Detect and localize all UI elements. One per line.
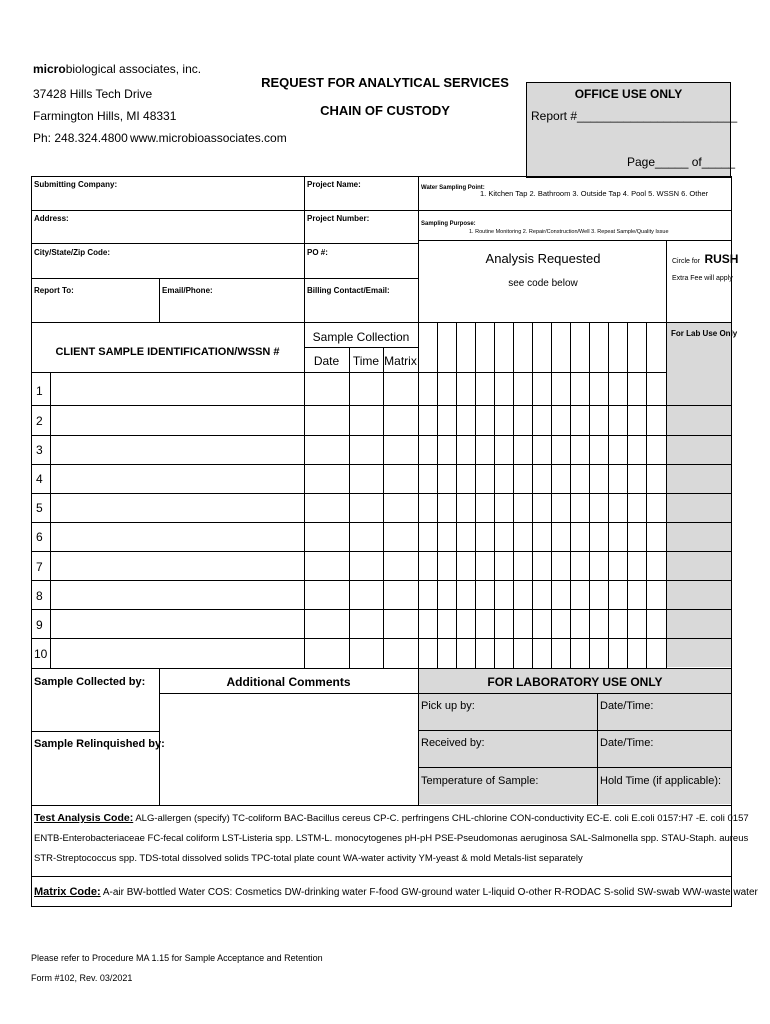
company-name-bold: micro [33, 62, 66, 76]
po-label: PO #: [307, 248, 328, 257]
procedure-note: Please refer to Procedure MA 1.15 for Sample Acceptance and Retention [31, 953, 323, 963]
matrix-codes [34, 883, 758, 902]
project-number-label: Project Number: [307, 214, 370, 223]
company-website[interactable]: www.microbioassociates.com [130, 131, 287, 145]
circle-for-label: Circle for [672, 258, 701, 265]
matrix-codes-line: A-air BW-bottled Water COS: Cosmetics DW-drinking water F-food GW-ground water L-liquid O-other R-RODAC S-solid SW-swab WW-waste water [102, 887, 758, 898]
test-analysis-codes-2: ENTB-Enterobacteriaceae FC-fecal coliform LST-Listeria spp. LSTM-L. monocytogenes pH-pH PSE-Pseudomonas aeruginosa SAL-Salmonella spp. STAU-Staph. aureus [34, 833, 749, 844]
pickup-date-time-label: Date/Time: [600, 700, 654, 712]
temperature-label: Temperature of Sample: [421, 775, 539, 787]
sample-row-number: 3 [36, 443, 43, 457]
address-label: Address: [34, 214, 69, 223]
matrix-code-label: Matrix Code: [34, 886, 101, 898]
lab-use-only-header: FOR LABORATORY USE ONLY [487, 675, 663, 689]
sample-row-number: 7 [36, 560, 43, 574]
analysis-requested-subtitle: see code below [508, 278, 578, 289]
received-by-label: Received by: [421, 737, 485, 749]
hold-time-label: Hold Time (if applicable): [600, 775, 722, 787]
city-state-zip-label: City/State/Zip Code: [34, 248, 111, 257]
received-date-time-label: Date/Time: [600, 737, 654, 749]
client-sample-id-header: CLIENT SAMPLE IDENTIFICATION/WSSN # [55, 346, 280, 358]
sample-row-number: 10 [34, 647, 48, 661]
codes-line-1: ALG-allergen (specify) TC-coliform BAC-Bacillus cereus CP-C. perfringens CHL-chlorine CON-conductivity EC-E. coli E.coli 0157:H7 -E. coli 0157 [135, 813, 749, 824]
time-header: Time [352, 354, 380, 368]
page-count-field[interactable]: Page_____ of_____ [627, 155, 736, 169]
billing-contact-label: Billing Contact/Email: [307, 286, 390, 295]
test-analysis-code-label: Test Analysis Code: [34, 812, 134, 824]
sampling-purpose-options[interactable]: 1. Routine Monitoring 2. Repair/Construction/Well 3. Repeat Sample/Quality Issue [469, 229, 669, 235]
lab-use-column [667, 323, 731, 667]
test-analysis-codes-3: STR-Streptococcus spp. TDS-total dissolved solids TPC-total plate count WA-water activity YM-yeast & mold Metals-list separately [34, 853, 583, 864]
rush-label: RUSH [704, 252, 739, 266]
water-sampling-point-label: Water Sampling Point: [421, 185, 485, 191]
sample-row-number: 1 [36, 384, 43, 398]
analysis-requested-title: Analysis Requested [485, 251, 601, 266]
report-number-field[interactable]: Report #________________________ [531, 109, 738, 123]
sample-collection-header: Sample Collection [312, 330, 410, 344]
company-name [33, 62, 201, 76]
extra-fee-label: Extra Fee will apply [672, 275, 733, 282]
pick-up-by-label: Pick up by: [421, 700, 475, 712]
rush-option[interactable] [672, 250, 738, 268]
company-city: Farmington Hills, MI 48331 [33, 109, 177, 123]
water-sampling-options[interactable]: 1. Kitchen Tap 2. Bathroom 3. Outside Tap 4. Pool 5. WSSN 6. Other [480, 189, 709, 198]
collected-by-label: Sample Collected by: [34, 676, 146, 688]
test-analysis-codes-1 [34, 809, 749, 828]
sample-row-number: 4 [36, 472, 43, 486]
office-use-header: OFFICE USE ONLY [574, 87, 683, 101]
company-address: 37428 Hills Tech Drive [33, 87, 153, 101]
form-title: REQUEST FOR ANALYTICAL SERVICES [261, 75, 509, 90]
company-name-rest: biological associates, inc. [65, 62, 202, 76]
submitting-company-label: Submitting Company: [34, 180, 118, 189]
sample-row-number: 9 [36, 618, 43, 632]
email-phone-label: Email/Phone: [162, 286, 213, 295]
office-use-box [526, 82, 738, 178]
sample-row-number: 5 [36, 501, 43, 515]
analysis-grid[interactable] [418, 322, 666, 668]
report-to-label: Report To: [34, 286, 74, 295]
project-name-label: Project Name: [307, 180, 361, 189]
additional-comments-field[interactable] [160, 694, 417, 804]
form-revision: Form #102, Rev. 03/2021 [31, 973, 133, 983]
sample-row-number: 8 [36, 589, 43, 603]
form-subtitle: CHAIN OF CUSTODY [320, 103, 450, 118]
date-header: Date [313, 354, 340, 368]
sampling-purpose-label: Sampling Purpose: [421, 221, 476, 227]
sample-row-number: 6 [36, 530, 43, 544]
relinquished-by-label: Sample Relinquished by: [34, 738, 165, 750]
lab-use-only-label: For Lab Use Only [671, 329, 738, 338]
additional-comments-label: Additional Comments [226, 675, 351, 689]
sample-row-number: 2 [36, 414, 43, 428]
company-phone: Ph: 248.324.4800 [33, 131, 128, 145]
matrix-header: Matrix [384, 354, 417, 368]
